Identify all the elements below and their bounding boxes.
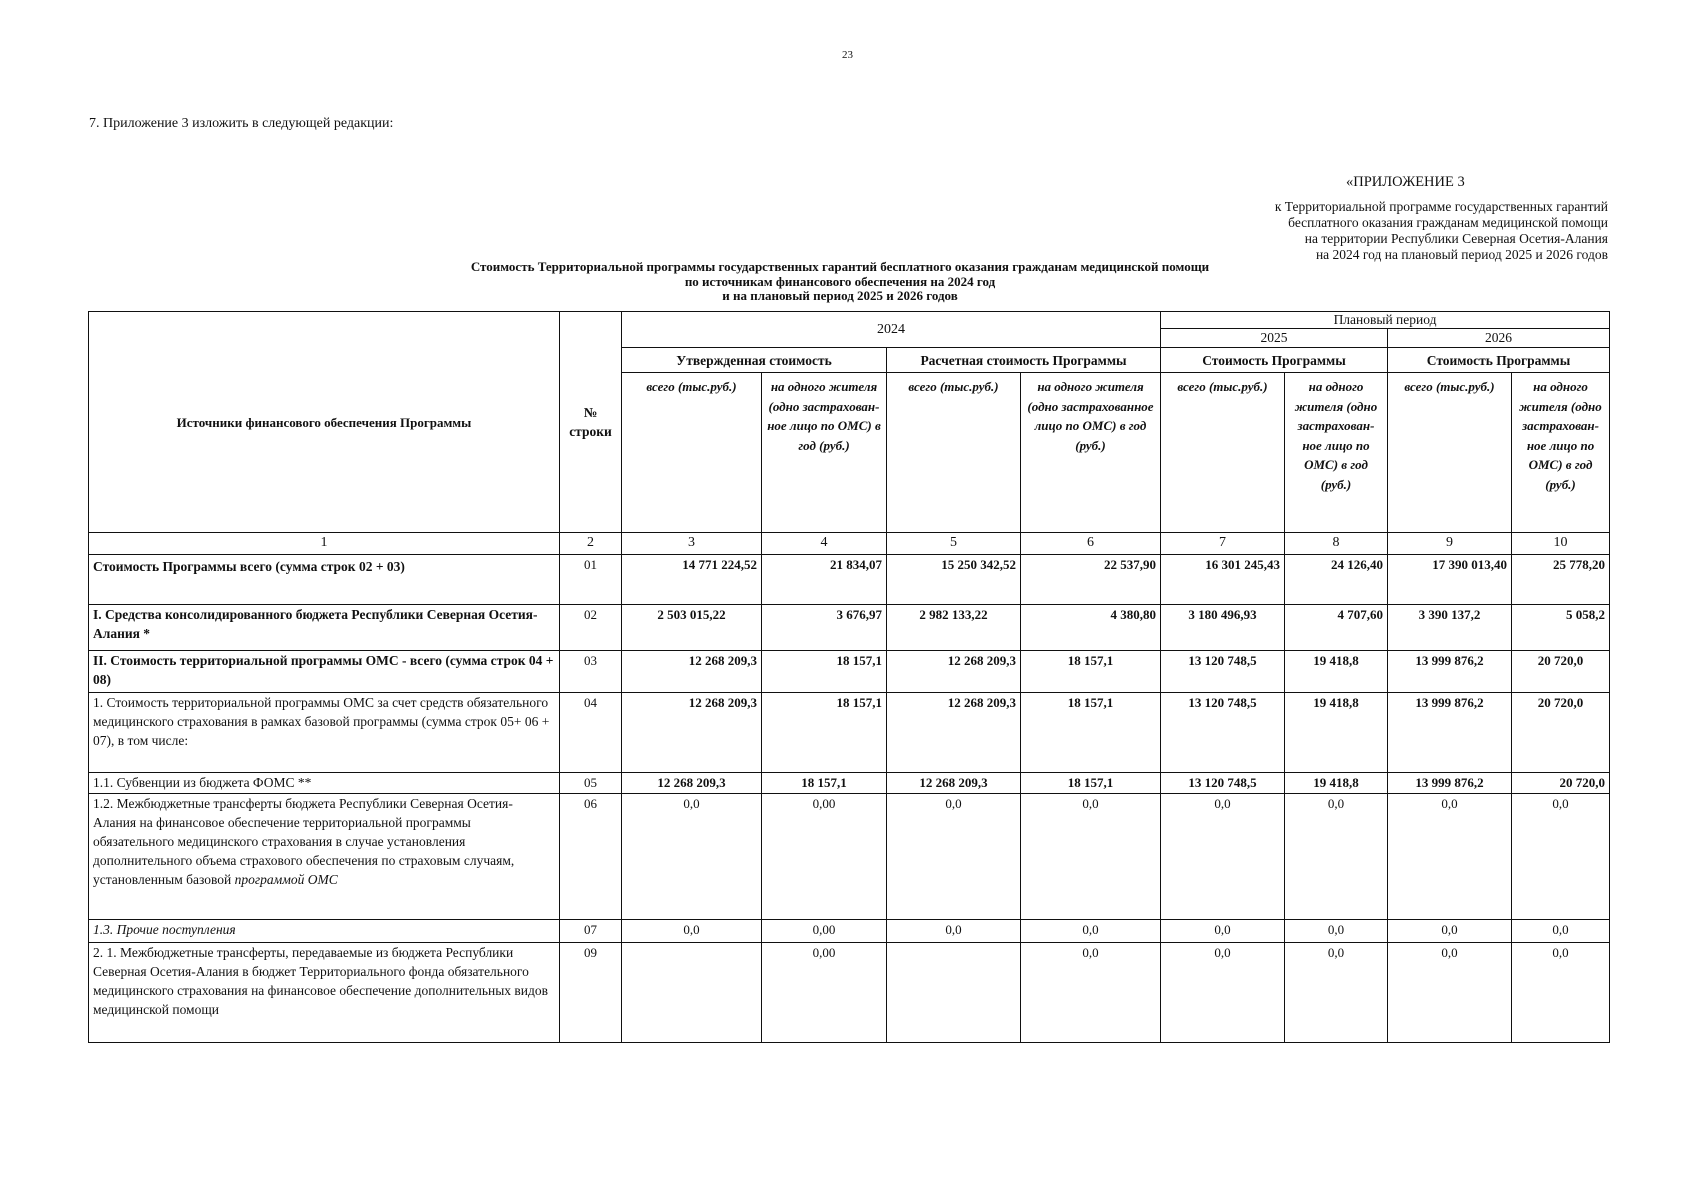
row-value: 3 676,97 (762, 605, 887, 651)
row-value: 13 999 876,2 (1388, 773, 1512, 794)
appendix-ref-line: бесплатного оказания гражданам медицинской помощи (1288, 215, 1608, 230)
header-col-total: всего (тыс.руб.) (1388, 373, 1512, 533)
column-number: 7 (1161, 533, 1285, 555)
header-group-estimated: Расчетная стоимость Программы (887, 348, 1161, 373)
column-number: 2 (560, 533, 622, 555)
row-value: 13 999 876,2 (1388, 693, 1512, 773)
appendix-ref-line: на территории Республики Северная Осетия-Алания (1304, 231, 1608, 246)
row-value: 15 250 342,52 (887, 555, 1021, 605)
row-value: 13 999 876,2 (1388, 651, 1512, 693)
column-number: 5 (887, 533, 1021, 555)
page-number: 23 (842, 49, 853, 61)
row-value: 0,0 (622, 794, 762, 920)
row-source: 1.1. Субвенции из бюджета ФОМС ** (89, 773, 560, 794)
row-value: 24 126,40 (1285, 555, 1388, 605)
row-value: 3 390 137,2 (1388, 605, 1512, 651)
table-title (340, 260, 1340, 304)
table-row (89, 555, 1610, 605)
row-value: 0,0 (1388, 920, 1512, 943)
row-source: 1. Стоимость территориальной программы ОМС за счет средств обязательного медицинского страхования в рамках базовой программы (сумма строк 05+ 06 + 07), в том числе: (89, 693, 560, 773)
column-number: 3 (622, 533, 762, 555)
header-group-2026: Стоимость Программы (1388, 348, 1610, 373)
table-row (89, 693, 1610, 773)
row-value: 19 418,8 (1285, 651, 1388, 693)
row-source: I. Средства консолидированного бюджета Республики Северная Осетия-Алания * (89, 605, 560, 651)
table-row (89, 920, 1610, 943)
row-value: 22 537,90 (1021, 555, 1161, 605)
table-row (89, 605, 1610, 651)
appendix-ref-line: к Территориальной программе государственных гарантий (1274, 199, 1608, 214)
row-value: 20 720,0 (1512, 773, 1610, 794)
row-number: 02 (560, 605, 622, 651)
row-value: 0,0 (1512, 943, 1610, 1043)
row-value: 0,0 (1161, 943, 1285, 1043)
column-number: 6 (1021, 533, 1161, 555)
header-col-per-capita: на одного жителя (одно застрахован-ное лицо по ОМС) в год (руб.) (762, 373, 887, 533)
row-value: 4 707,60 (1285, 605, 1388, 651)
row-number: 04 (560, 693, 622, 773)
row-value: 18 157,1 (762, 651, 887, 693)
row-value: 3 180 496,93 (1161, 605, 1285, 651)
row-value: 13 120 748,5 (1161, 693, 1285, 773)
row-value: 0,00 (762, 943, 887, 1043)
row-value (887, 943, 1021, 1043)
row-value: 18 157,1 (762, 773, 887, 794)
row-value: 13 120 748,5 (1161, 773, 1285, 794)
header-col-total: всего (тыс.руб.) (1161, 373, 1285, 533)
row-value: 12 268 209,3 (622, 773, 762, 794)
header-row-number: № строки (560, 312, 622, 533)
row-value: 0,0 (1388, 794, 1512, 920)
header-planned-period: Плановый период (1161, 312, 1610, 329)
row-value: 21 834,07 (762, 555, 887, 605)
row-value: 12 268 209,3 (887, 693, 1021, 773)
row-source-tail: программой ОМС (234, 872, 338, 887)
row-source (89, 794, 560, 920)
header-col-per-capita: на одного жителя (одно застрахован-ное лицо по ОМС) в год (руб.) (1285, 373, 1388, 533)
row-value: 0,0 (1161, 794, 1285, 920)
column-number: 4 (762, 533, 887, 555)
column-number: 10 (1512, 533, 1610, 555)
row-value: 12 268 209,3 (887, 651, 1021, 693)
row-value: 2 503 015,22 (622, 605, 762, 651)
table-row (89, 943, 1610, 1043)
header-col-total: всего (тыс.руб.) (887, 373, 1021, 533)
row-source: 1.3. Прочие поступления (89, 920, 560, 943)
row-value: 18 157,1 (1021, 773, 1161, 794)
row-value: 13 120 748,5 (1161, 651, 1285, 693)
row-value: 0,0 (1512, 794, 1610, 920)
row-value: 0,0 (1388, 943, 1512, 1043)
row-value: 0,00 (762, 920, 887, 943)
row-value: 0,0 (1285, 794, 1388, 920)
row-value: 12 268 209,3 (622, 651, 762, 693)
column-number: 1 (89, 533, 560, 555)
row-value: 12 268 209,3 (887, 773, 1021, 794)
appendix-title: «ПРИЛОЖЕНИЕ 3 (1346, 174, 1465, 190)
header-col-per-capita: на одного жителя (одно застрахован-ное лицо по ОМС) в год (руб.) (1512, 373, 1610, 533)
row-value: 0,0 (1161, 920, 1285, 943)
row-source: II. Стоимость территориальной программы ОМС - всего (сумма строк 04 + 08) (89, 651, 560, 693)
header-group-approved: Утвержденная стоимость (622, 348, 887, 373)
row-number: 03 (560, 651, 622, 693)
header-year-2026: 2026 (1388, 329, 1610, 348)
row-number: 09 (560, 943, 622, 1043)
row-source-text: 1.2. Межбюджетные трансферты бюджета Республики Северная Осетия-Алания на финансовое обеспечение территориальной программы обязательного медицинского страхования в случае установления дополнительного объема страхового обеспечения по страховым случаям, установленным базовой (93, 796, 515, 887)
row-value: 0,0 (1021, 794, 1161, 920)
row-value: 20 720,0 (1512, 651, 1610, 693)
row-value: 20 720,0 (1512, 693, 1610, 773)
column-number: 9 (1388, 533, 1512, 555)
header-group-2025: Стоимость Программы (1161, 348, 1388, 373)
row-value (622, 943, 762, 1043)
row-value: 0,0 (887, 920, 1021, 943)
table-title-line: Стоимость Территориальной программы государственных гарантий бесплатного оказания гражданам медицинской помощи (470, 259, 1210, 274)
header-col-per-capita: на одного жителя (одно застрахованное лицо по ОМС) в год (руб.) (1021, 373, 1161, 533)
funding-table (88, 311, 1610, 1043)
row-number: 01 (560, 555, 622, 605)
row-value: 19 418,8 (1285, 773, 1388, 794)
intro-text: 7. Приложение 3 изложить в следующей редакции: (89, 116, 394, 131)
table-title-line: и на плановый период 2025 и 2026 годов (722, 288, 958, 303)
row-value: 0,0 (1512, 920, 1610, 943)
column-number: 8 (1285, 533, 1388, 555)
table-row (89, 773, 1610, 794)
row-value: 0,0 (887, 794, 1021, 920)
header-year-2025: 2025 (1161, 329, 1388, 348)
header-year-2024: 2024 (622, 312, 1161, 348)
table-row (89, 794, 1610, 920)
row-value: 25 778,20 (1512, 555, 1610, 605)
row-value: 17 390 013,40 (1388, 555, 1512, 605)
row-value: 0,00 (762, 794, 887, 920)
row-value: 0,0 (1285, 920, 1388, 943)
row-value: 5 058,2 (1512, 605, 1610, 651)
row-value: 18 157,1 (762, 693, 887, 773)
header-col-total: всего (тыс.руб.) (622, 373, 762, 533)
row-number: 07 (560, 920, 622, 943)
table-title-line: по источникам финансового обеспечения на 2024 год (684, 273, 996, 289)
row-number: 06 (560, 794, 622, 920)
appendix-ref-line: на 2024 год на плановый период 2025 и 2026 годов (1315, 247, 1608, 262)
row-value: 0,0 (1021, 920, 1161, 943)
row-value: 19 418,8 (1285, 693, 1388, 773)
row-value: 14 771 224,52 (622, 555, 762, 605)
row-value: 0,0 (622, 920, 762, 943)
row-value: 0,0 (1285, 943, 1388, 1043)
row-value: 12 268 209,3 (622, 693, 762, 773)
row-source: Стоимость Программы всего (сумма строк 02 + 03) (89, 555, 560, 605)
row-value: 0,0 (1021, 943, 1161, 1043)
row-value: 4 380,80 (1021, 605, 1161, 651)
row-value: 16 301 245,43 (1161, 555, 1285, 605)
row-value: 2 982 133,22 (887, 605, 1021, 651)
header-source: Источники финансового обеспечения Программы (89, 312, 560, 533)
row-source: 2. 1. Межбюджетные трансферты, передаваемые из бюджета Республики Северная Осетия-Алания в бюджет Территориального фонда обязательного медицинского страхования на финансовое обеспечение дополнительных видов медицинской помощи (89, 943, 560, 1043)
appendix-reference (1048, 199, 1608, 263)
row-value: 18 157,1 (1021, 651, 1161, 693)
table-row (89, 651, 1610, 693)
row-number: 05 (560, 773, 622, 794)
row-value: 18 157,1 (1021, 693, 1161, 773)
